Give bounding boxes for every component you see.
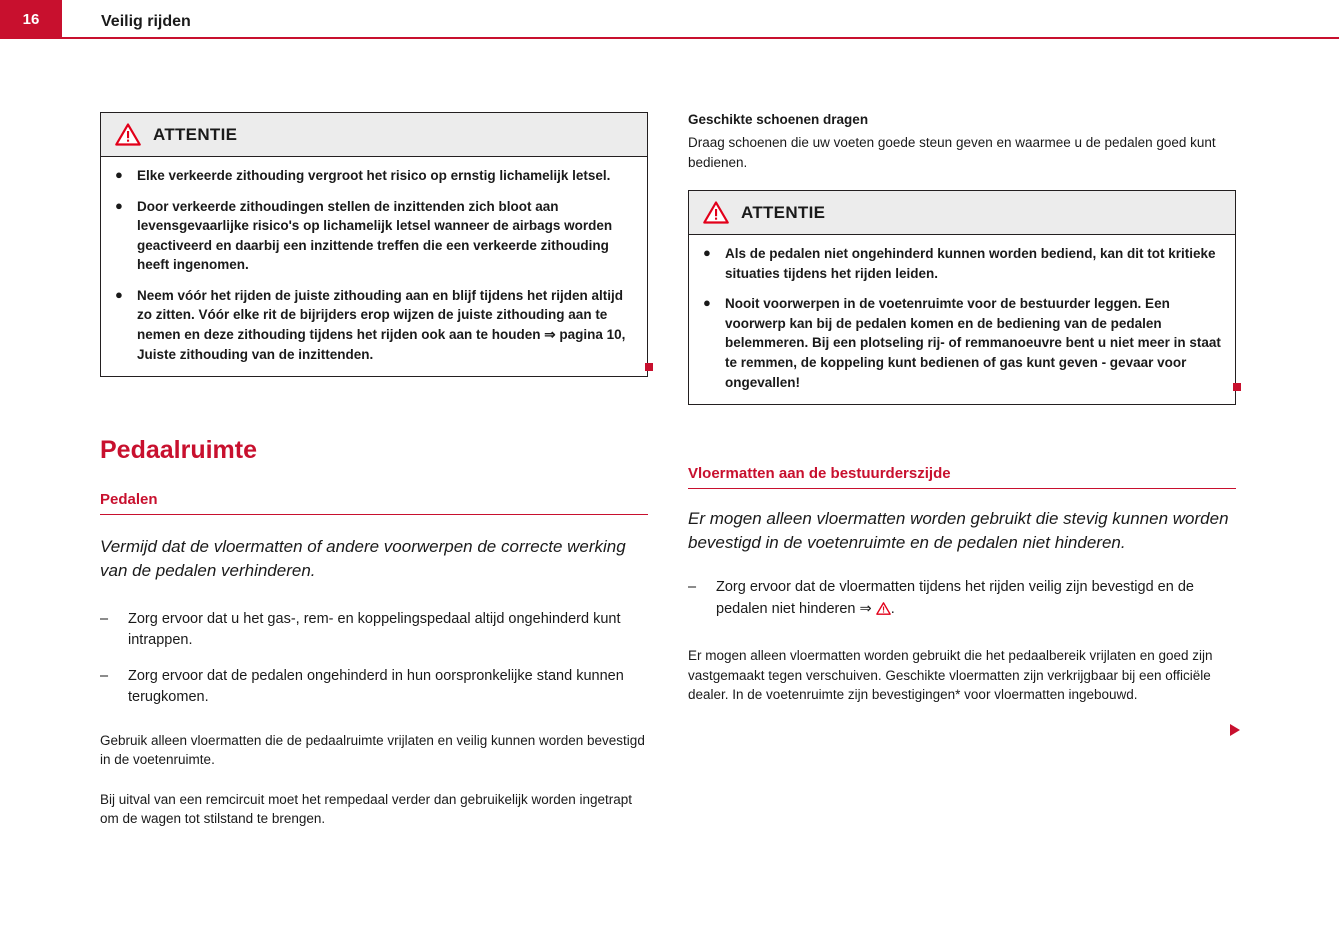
body-paragraph: Er mogen alleen vloermatten worden gebruikt die het pedaalbereik vrijlaten en goed zijn vastgemaakt tegen verschuiven. Geschikte vloermatten zijn verkrijgbaar bij een officiële dealer. In de voetenruimte zijn bevestigingen* voor vloermatten ingebouwd.	[688, 648, 1213, 703]
attention-box-pedalen	[688, 190, 1236, 405]
left-column	[100, 112, 648, 829]
list-item: – Zorg ervoor dat de pedalen ongehinderd in hun oorspronkelijke stand kunnen terugkomen.	[100, 666, 648, 709]
list-item: – Zorg ervoor dat u het gas-, rem- en koppelingspedaal altijd ongehinderd kunt intrappen.	[100, 609, 648, 652]
intro-paragraph: Draag schoenen die uw voeten goede steun geven en waarmee u de pedalen goed kunt bedienen.	[688, 135, 1216, 170]
bullet-icon: ●	[115, 167, 123, 182]
attention-box-header	[689, 191, 1235, 235]
bullet-icon: ●	[703, 295, 711, 311]
bullet-icon: ●	[115, 286, 123, 302]
list-item-suffix: .	[890, 600, 895, 617]
section-title-pedaalruimte: Pedaalruimte	[100, 436, 258, 465]
attention-item: ● Neem vóór het rijden de juiste zithouding aan en blijf tijdens het rijden altijd zo zitten. Vóór elke rit de bijrijders erop wijzen de juiste zithouding aan te nemen en deze zithouding tijdens het rijden ook aan te houden ⇒ pagina 10, Juiste zithouding van de inzittenden.	[115, 286, 633, 364]
right-column	[688, 112, 1236, 705]
header-rule-left	[0, 37, 62, 39]
bullet-list	[688, 577, 1236, 620]
margin-triangle-mark	[1230, 724, 1240, 736]
attention-item: ● Elke verkeerde zithouding vergroot het risico op ernstig lichamelijk letsel.	[115, 166, 633, 186]
subsection-title-vloermatten: Vloermatten aan de bestuurderszijde	[688, 465, 1236, 489]
warning-triangle-icon	[115, 123, 141, 146]
lead-paragraph: Vermijd dat de vloermatten of andere voorwerpen de correcte werking van de pedalen verhinderen.	[100, 536, 626, 580]
bullet-icon: ●	[703, 245, 711, 261]
attention-box-seating	[100, 112, 648, 377]
margin-square-mark-left	[645, 363, 653, 371]
margin-square-mark-right	[1233, 383, 1241, 391]
list-item-text: Zorg ervoor dat de vloermatten tijdens het rijden veilig zijn bevestigd en de pedalen niet hinderen ⇒	[716, 579, 1194, 617]
attention-item: ● Nooit voorwerpen in de voetenruimte voor de bestuurder leggen. Een voorwerp kan bij de pedalen komen en de bediening van de pedalen belemmeren. Bij een plotseling rij- of remmanoeuvre bent u niet meer in staat te remmen, de koppeling kunt bedienen of gas kunt geven - gevaar voor ongevallen!	[703, 294, 1221, 392]
attention-item: ● Als de pedalen niet ongehinderd kunnen worden bediend, kan dit tot kritieke situaties tijdens het rijden leiden.	[703, 244, 1221, 283]
subsection-title-pedalen: Pedalen	[100, 491, 648, 515]
bullet-icon: ●	[115, 197, 123, 213]
dash-icon: –	[100, 610, 109, 627]
list-item	[688, 577, 1236, 620]
minor-heading-schoenen: Geschikte schoenen dragen	[688, 112, 869, 127]
warning-triangle-icon	[876, 601, 891, 614]
attention-item: ● Door verkeerde zithoudingen stellen de inzittenden zich bloot aan levensgevaarlijke risico's op lichamelijk letsel wanneer de airbags worden geactiveerd en daarbij een inzittende treffen die een verkeerde zithouding heeft ingenomen.	[115, 197, 633, 275]
body-paragraph-2: Bij uitval van een remcircuit moet het rempedaal verder dan gebruikelijk worden ingetrapt om de wagen tot stilstand te brengen.	[100, 791, 633, 827]
attention-box-title: ATTENTIE	[741, 202, 826, 222]
page-title: Veilig rijden	[101, 13, 191, 30]
lead-paragraph: Er mogen alleen vloermatten worden gebruikt die stevig kunnen worden bevestigd in de voetenruimte en de pedalen niet hinderen.	[688, 509, 1229, 553]
page-number: 16	[0, 0, 62, 38]
body-paragraph-1: Gebruik alleen vloermatten die de pedaalruimte vrijlaten en veilig kunnen worden bevestigd in de voetenruimte.	[100, 732, 645, 768]
dash-icon: –	[100, 667, 109, 684]
attention-box-header	[101, 113, 647, 157]
attention-box-body	[689, 235, 1235, 404]
dash-icon: –	[688, 579, 697, 596]
bullet-list	[100, 609, 648, 709]
warning-triangle-icon	[703, 201, 729, 224]
page-header	[0, 0, 1339, 40]
attention-box-body	[101, 157, 647, 376]
attention-box-title: ATTENTIE	[153, 124, 238, 144]
header-rule	[62, 37, 1339, 39]
